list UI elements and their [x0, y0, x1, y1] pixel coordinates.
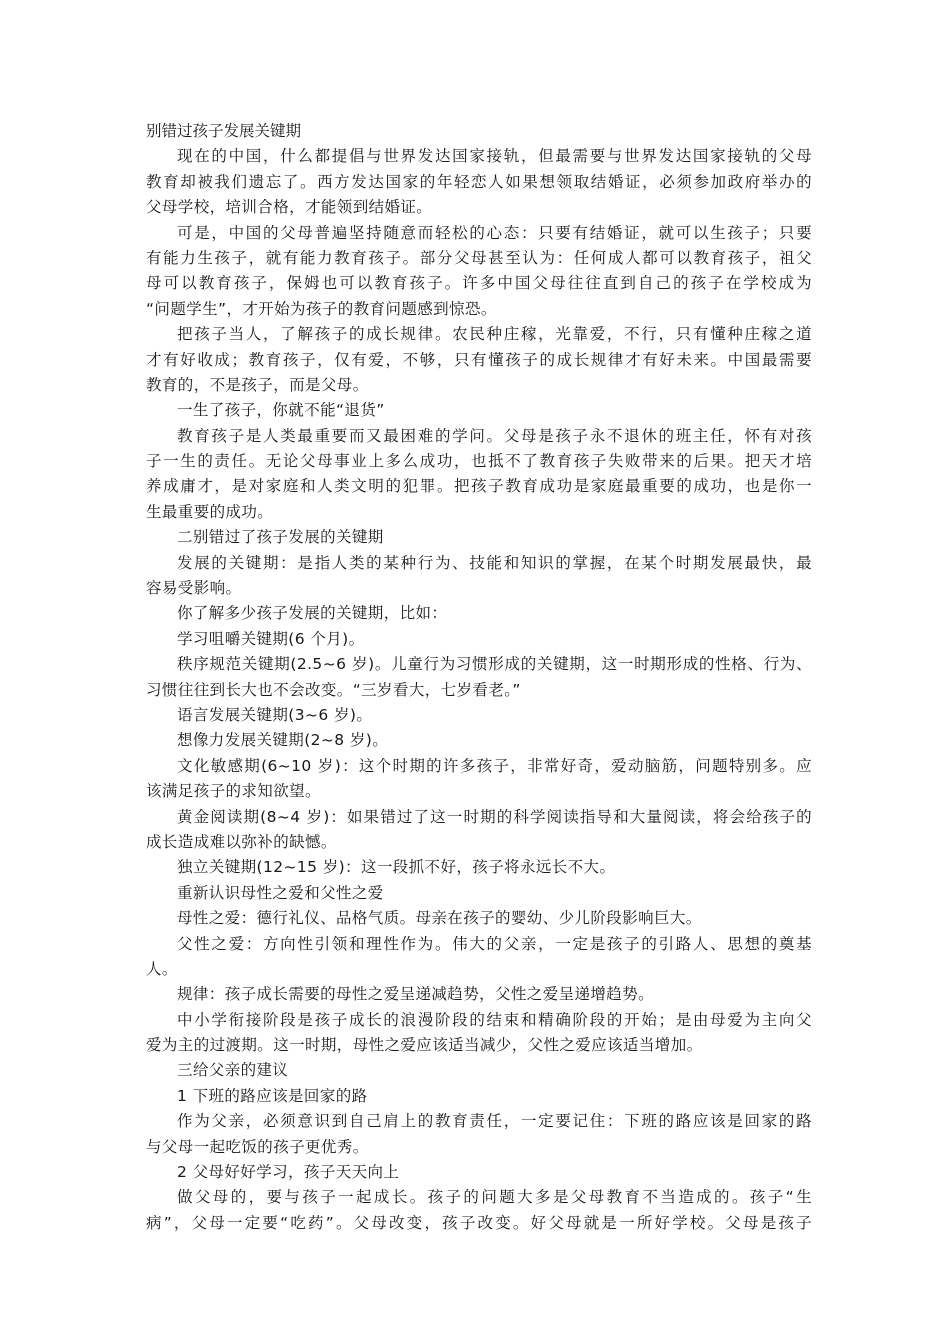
- text-line: 该满足孩子的求知欲望。: [146, 782, 321, 801]
- text-line: 有能力生孩子，就有能力教育孩子。部分父母甚至认为：任何成人都可以教育孩子，祖父: [146, 248, 812, 267]
- text-line: 才有好收成；教育孩子，仅有爱，不够，只有懂孩子的成长规律才有好未来。中国最需要: [146, 350, 812, 369]
- text-line: 发展的关键期：是指人类的某种行为、技能和知识的掌握，在某个时期发展最快，最: [177, 553, 812, 572]
- text-line: 你了解多少孩子发展的关键期，比如：: [177, 604, 448, 623]
- text-line: 人。: [146, 959, 178, 978]
- text-line: 教育却被我们遗忘了。西方发达国家的年轻恋人如果想领取结婚证，必须参加政府举办的: [146, 172, 812, 191]
- text-line: 教育的，不是孩子，而是父母。: [146, 375, 369, 394]
- text-line: 规律：孩子成长需要的母性之爱呈递减趋势，父性之爱呈递增趋势。: [177, 985, 655, 1004]
- text-line: 重新认识母性之爱和父性之爱: [177, 883, 384, 902]
- text-line: 想像力发展关键期(2~8 岁)。: [177, 731, 389, 750]
- text-line: 成长造成难以弥补的缺憾。: [146, 832, 337, 851]
- text-line: 独立关键期(12~15 岁)：这一段抓不好，孩子将永远长不大。: [177, 858, 616, 877]
- text-line: 语言发展关键期(3~6 岁)。: [177, 705, 373, 724]
- text-line: “问题学生”，才开始为孩子的教育问题感到惊恐。: [146, 299, 497, 318]
- text-line: 教育孩子是人类最重要而又最困难的学问。父母是孩子永不退休的班主任，怀有对孩: [177, 426, 812, 445]
- text-line: 病”，父母一定要“吃药”。父母改变，孩子改变。好父母就是一所好学校。父母是孩子: [146, 1213, 812, 1232]
- text-line: 2 父母好好学习，孩子天天向上: [177, 1163, 400, 1182]
- text-line: 秩序规范关键期(2.5~6 岁)。儿童行为习惯形成的关键期，这一时期形成的性格、行为、: [177, 655, 812, 674]
- text-line: 与父母一起吃饭的孩子更优秀。: [146, 1137, 369, 1156]
- text-line: 1 下班的路应该是回家的路: [177, 1086, 368, 1105]
- text-line: 生最重要的成功。: [146, 502, 274, 521]
- text-line: 中小学衔接阶段是孩子成长的浪漫阶段的结束和精确阶段的开始；是由母爱为主向父: [177, 1010, 812, 1029]
- text-line: 现在的中国，什么都提倡与世界发达国家接轨，但最需要与世界发达国家接轨的父母: [177, 147, 812, 166]
- text-line: 父性之爱：方向性引领和理性作为。伟大的父亲，一定是孩子的引路人、思想的奠基: [177, 934, 812, 953]
- text-line: 做父母的，要与孩子一起成长。孩子的问题大多是父母教育不当造成的。孩子“生: [177, 1188, 812, 1207]
- text-line: 母可以教育孩子，保姆也可以教育孩子。许多中国父母往往直到自己的孩子在学校成为: [146, 274, 812, 293]
- text-line: 作为父亲，必须意识到自己肩上的教育责任，一定要记住：下班的路应该是回家的路: [177, 1112, 812, 1131]
- text-line: 父母学校，培训合格，才能领到结婚证。: [146, 198, 433, 217]
- text-line: 二别错过了孩子发展的关键期: [177, 528, 384, 547]
- text-line: 学习咀嚼关键期(6 个月)。: [177, 629, 365, 648]
- text-line: 三给父亲的建议: [177, 1061, 289, 1080]
- text-line: 爱为主的过渡期。这一时期，母性之爱应该适当减少，父性之爱应该适当增加。: [146, 1036, 703, 1055]
- text-line: 容易受影响。: [146, 579, 242, 598]
- text-line: 黄金阅读期(8~4 岁)：如果错过了这一时期的科学阅读指导和大量阅读，将会给孩子的: [177, 807, 812, 826]
- text-line: 一生了孩子，你就不能“退货”: [177, 401, 385, 420]
- document-title: 别错过孩子发展关键期: [146, 122, 302, 140]
- document-body: [146, 119, 812, 1236]
- text-line: 文化敏感期(6~10 岁)：这个时期的许多孩子，非常好奇，爱动脑筋，问题特别多。应: [177, 756, 812, 775]
- text-line: 养成庸才，是对家庭和人类文明的犯罪。把孩子教育成功是家庭最重要的成功，也是你一: [146, 477, 812, 496]
- text-line: 可是，中国的父母普遍坚持随意而轻松的心态：只要有结婚证，就可以生孩子；只要: [177, 223, 812, 242]
- text-line: 习惯往往到长大也不会改变。“三岁看大，七岁看老。”: [146, 680, 521, 699]
- text-line: 把孩子当人，了解孩子的成长规律。农民种庄稼，光靠爱，不行，只有懂种庄稼之道: [177, 325, 812, 344]
- text-line: 母性之爱：德行礼仪、品格气质。母亲在孩子的婴幼、少儿阶段影响巨大。: [177, 909, 702, 928]
- text-line: 子一生的责任。无论父母事业上多么成功，也抵不了教育孩子失败带来的后果。把天才培: [146, 452, 812, 471]
